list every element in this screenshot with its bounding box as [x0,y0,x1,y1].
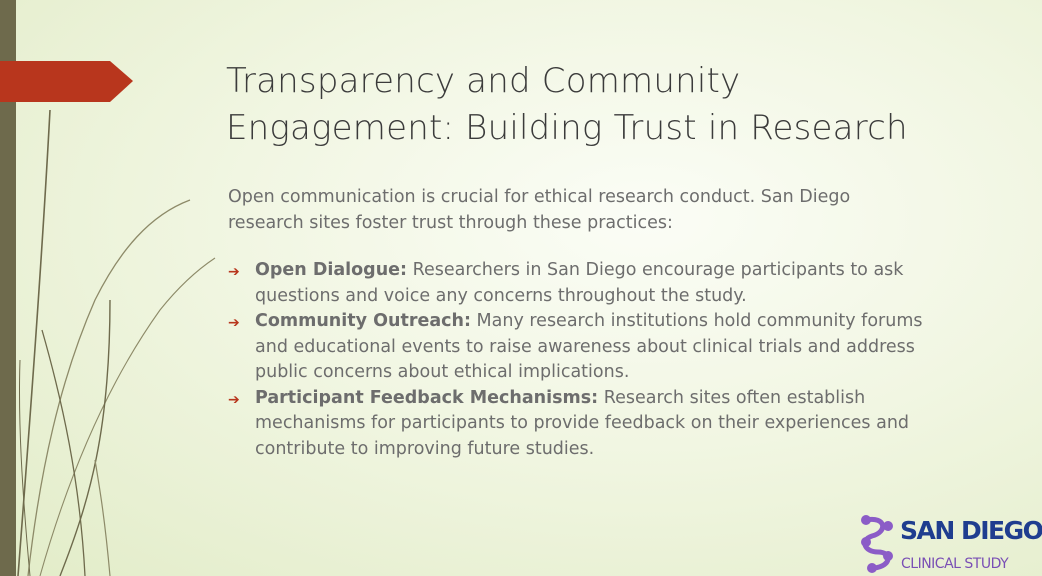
slide-title-line-1: Transparency and Community [226,61,741,101]
bullet-text: Researchers in San Diego encourage participants to ask questions and voice any concerns throughout the study. [255,260,904,306]
arrow-bullet-icon: ➔ [228,315,240,331]
logo-name-line-2: CLINICAL STUDY [901,556,1009,572]
slide-title-line-2: Engagement: Building Trust in Research [226,108,908,148]
bullet-text: Many research institutions hold community forums and educational events to raise awareness about clinical trials and address public concerns about ethical implications. [255,311,923,382]
title-arrow-tab [0,61,133,102]
bullet-open-dialogue [226,258,946,309]
bullet-participant-feedback [226,386,946,463]
bullet-list [226,258,946,462]
bullet-term: Open Dialogue: [255,260,408,280]
slide-title [226,58,986,152]
arrow-bullet-icon: ➔ [228,264,240,280]
san-diego-clinical-study-logo [858,512,1042,576]
bullet-community-outreach [226,309,946,386]
molecule-logo-icon [858,512,898,574]
logo-name-line-1: SAN DIEGO [900,516,1042,545]
bullet-term: Participant Feedback Mechanisms: [255,387,599,408]
bullet-text: Research sites often establish mechanisms for participants to provide feedback on their experiences and contribute to improving future studies. [255,387,910,459]
intro-paragraph: Open communication is crucial for ethical research conduct. San Diego research sites foster trust through these practices: [228,187,851,233]
bullet-term: Community Outreach: [255,311,471,331]
arrow-bullet-icon: ➔ [228,391,240,408]
